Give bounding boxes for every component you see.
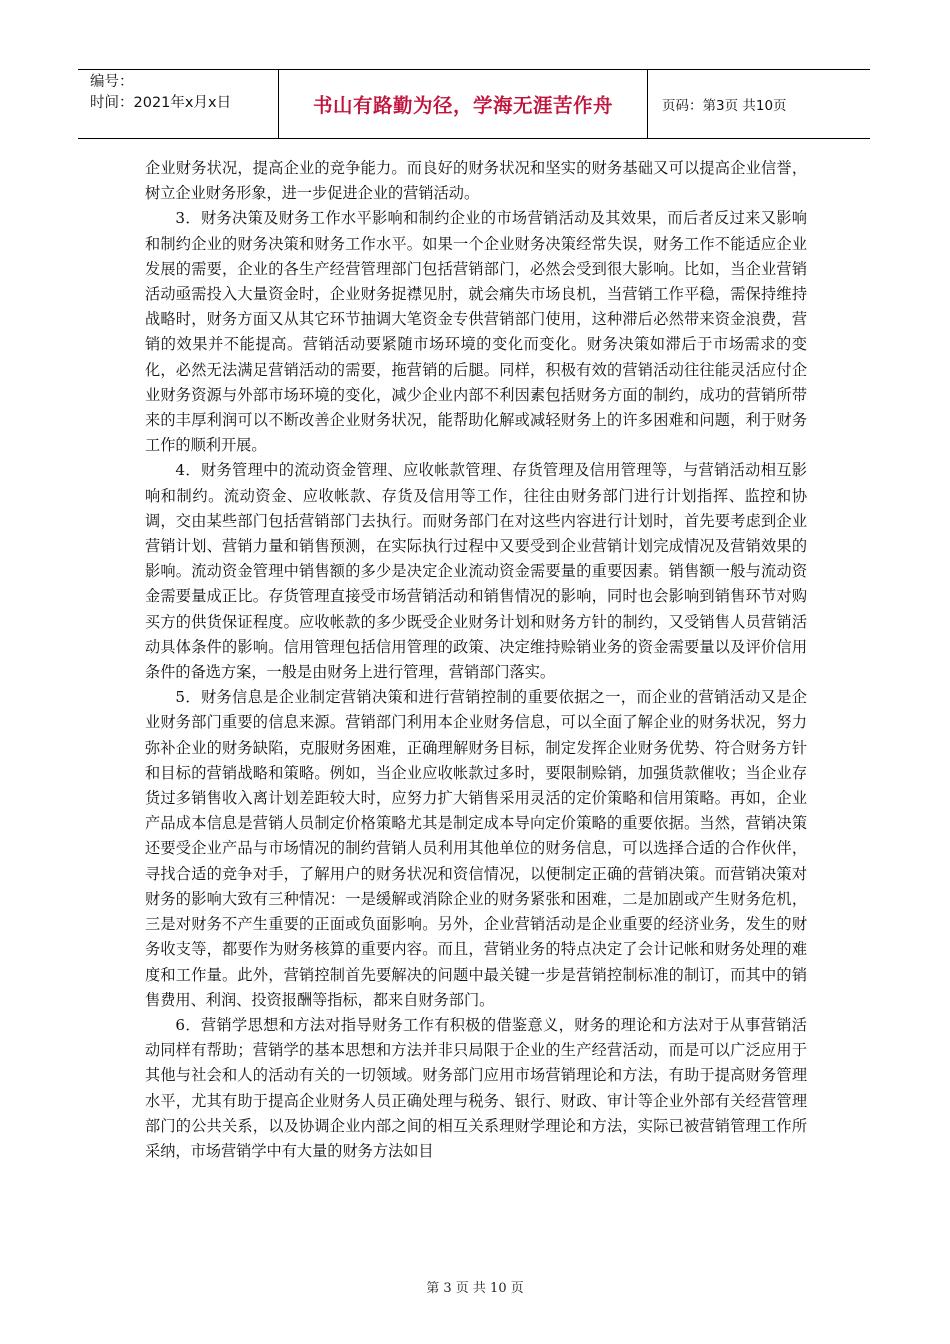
paragraph-3: 3．财务决策及财务工作水平影响和制约企业的市场营销活动及其效果，而后者反过来又影响和制约企业的财务决策和财务工作水平。如果一个企业财务决策经常失误，财务工作不能适应企业发展的需要，企业的各生产经营管理部门包括营销部门，必然会受到很大影响。比如，当企业营销活动亟需投入大量资金时，企业财务捉襟见肘，就会痛失市场良机，当营销工作平稳，需保持维持战略时，财务方面又从其它环节抽调大笔资金专供营销部门使用，这种滞后必然带来资金浪费，营销的效果并不能提高。营销活动要紧随市场环境的变化而变化。财务决策如滞后于市场需求的变化，必然无法满足营销活动的需要，拖营销的后腿。同样，积极有效的营销活动往往能灵活应付企业财务资源与外部市场环境的变化，减少企业内部不利因素包括财务方面的制约，成功的营销所带来的丰厚利润可以不断改善企业财务状况，能帮助化解或减轻财务上的许多困难和问题，利于财务工作的顺利开展。 xyxy=(145,209,807,455)
header-meta xyxy=(78,70,278,138)
document-number-label: 编号： xyxy=(90,74,134,90)
page-footer: 第 3 页 共 10 页 xyxy=(426,1281,524,1296)
header-page-info: 页码：第3页 共10页 xyxy=(662,98,787,114)
paragraph-4: 4．财务管理中的流动资金管理、应收帐款管理、存货管理及信用管理等，与营销活动相互影响和制约。流动资金、应收帐款、存货及信用等工作，往往由财务部门进行计划指挥、监控和协调，交由某些部门包括营销部门去执行。而财务部门在对这些内容进行计划时，首先要考虑到企业营销计划、营销力量和销售预测，在实际执行过程中又要受到企业营销计划完成情况及营销效果的影响。流动资金管理中销售额的多少是决定企业流动资金需要量的重要因素。销售额一般与流动资金需要量成正比。存货管理直接受市场营销活动和销售情况的影响，同时也会影响到销售环节对购买方的供货保证程度。应收帐款的多少既受企业财务计划和财务方针的制约，又受销售人员营销活动具体条件的影响。信用管理包括信用管理的政策、决定维持赊销业务的资金需要量以及评价信用条件的备选方案，一般是由财务上进行管理，营销部门落实。 xyxy=(145,461,807,682)
page-header xyxy=(78,69,870,139)
paragraph-5: 5．财务信息是企业制定营销决策和进行营销控制的重要依据之一，而企业的营销活动又是企业财务部门重要的信息来源。营销部门利用本企业财务信息，可以全面了解企业的财务状况，努力弥补企业的财务缺陷，克服财务困难，正确理解财务目标，制定发挥企业财务优势、符合财务方针和目标的营销战略和策略。例如，当企业应收帐款过多时，要限制赊销，加强货款催收；当企业存货过多销售收入离计划差距较大时，应努力扩大销售采用灵活的定价策略和信用策略。再如，企业产品成本信息是营销人员制定价格策略尤其是制定成本导向定价策略的重要依据。当然，营销决策还要受企业产品与市场情况的制约营销人员利用其他单位的财务信息，可以选择合适的合作伙伴，寻找合适的竞争对手，了解用户的财务状况和资信情况，以便制定正确的营销决策。而营销决策对财务的影响大致有三种情况：一是缓解或消除企业的财务紧张和困难，二是加剧或产生财务危机，三是对财务不产生重要的正面或负面影响。另外，企业营销活动是企业重要的经济业务，发生的财务收支等，都要作为财务核算的重要内容。而且，营销业务的特点决定了会计记帐和财务处理的难度和工作量。此外，营销控制首先要解决的问题中最关键一步是营销控制标准的制订，而其中的销售费用、利润、投资报酬等指标，都来自财务部门。 xyxy=(145,688,807,1009)
document-date: 时间：2021年x月x日 xyxy=(90,95,232,111)
document-body xyxy=(145,156,807,1164)
paragraph-continued: 企业财务状况，提高企业的竞争能力。而良好的财务状况和坚实的财务基础又可以提高企业信誉，树立企业财务形象，进一步促进企业的营销活动。 xyxy=(145,159,807,203)
header-motto: 书山有路勤为径，学海无涯苦作舟 xyxy=(278,70,648,138)
paragraph-6: 6．营销学思想和方法对指导财务工作有积极的借鉴意义，财务的理论和方法对于从事营销活动同样有帮助；营销学的基本思想和方法并非只局限于企业的生产经营活动，而是可以广泛应用于其他与社会和人的活动有关的一切领域。财务部门应用市场营销理论和方法，有助于提高财务管理水平，尤其有助于提高企业财务人员正确处理与税务、银行、财政、审计等企业外部有关经营管理部门的公共关系，以及协调企业内部之间的相互关系理财学理论和方法，实际已被营销管理工作所采纳，市场营销学中有大量的财务方法如目 xyxy=(145,1015,807,1160)
